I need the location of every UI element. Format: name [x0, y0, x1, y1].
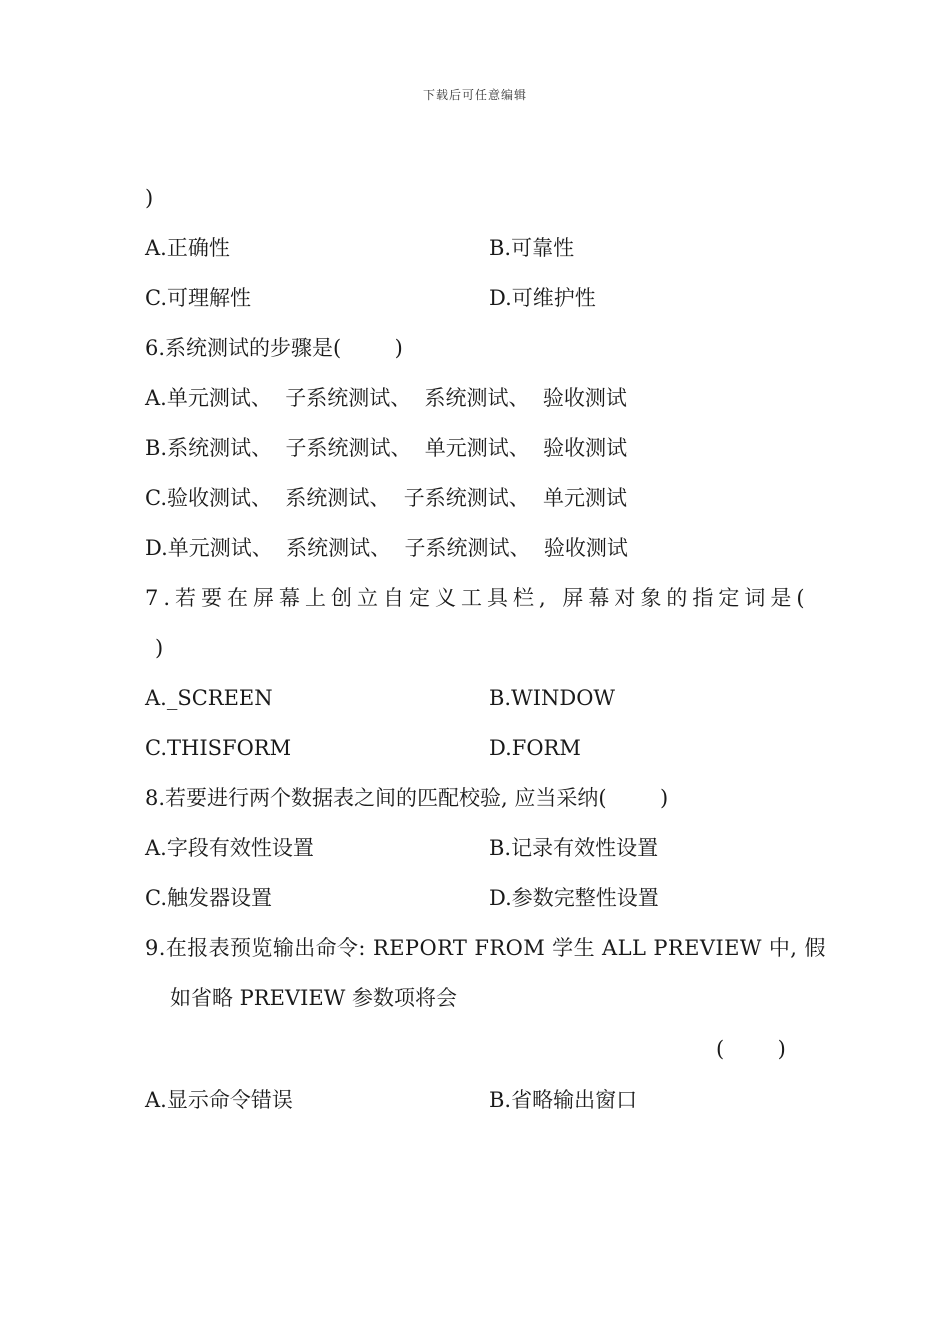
q8-stem: 8.若要进行两个数据表之间的匹配校验, 应当采纳( ): [145, 786, 669, 810]
q6-option-c: C.验收测试、 系统测试、 子系统测试、 单元测试: [145, 486, 628, 510]
q5-option-d: D.可维护性: [489, 286, 596, 310]
q7-option-d: D.FORM: [489, 736, 581, 760]
q8-option-c: C.触发器设置: [145, 886, 272, 910]
q7-option-a: A._SCREEN: [145, 686, 273, 710]
q9-option-a: A.显示命令错误: [145, 1088, 293, 1112]
q8-option-d: D.参数完整性设置: [489, 886, 659, 910]
q9-stem: 9.在报表预览输出命令: REPORT FROM 学生 ALL PREVIEW 中, 假: [145, 936, 826, 960]
page-header-note: 下载后可任意编辑: [422, 88, 527, 102]
q7-stem-tail: ): [155, 636, 164, 660]
q9-option-b: B.省略输出窗口: [489, 1088, 638, 1112]
q9-answer-blank: ( ): [716, 1037, 786, 1061]
q5-stem-tail: ): [145, 186, 154, 210]
q8-option-a: A.字段有效性设置: [145, 836, 314, 860]
q6-option-b: B.系统测试、 子系统测试、 单元测试、 验收测试: [145, 436, 628, 460]
q9-stem-line2: 如省略 PREVIEW 参数项将会: [170, 986, 457, 1010]
q5-option-a: A.正确性: [145, 236, 230, 260]
q5-option-c: C.可理解性: [145, 286, 251, 310]
q7-option-c: C.THISFORM: [145, 736, 292, 760]
q5-option-b: B.可靠性: [489, 236, 575, 260]
q6-option-a: A.单元测试、 子系统测试、 系统测试、 验收测试: [145, 386, 627, 410]
q7-option-b: B.WINDOW: [489, 686, 615, 710]
q6-stem: 6.系统测试的步骤是( ): [145, 336, 403, 360]
q6-option-d: D.单元测试、 系统测试、 子系统测试、 验收测试: [145, 536, 628, 560]
q8-option-b: B.记录有效性设置: [489, 836, 659, 860]
q7-stem: 7.若要在屏幕上创立自定义工具栏, 屏幕对象的指定词是(: [145, 586, 810, 610]
